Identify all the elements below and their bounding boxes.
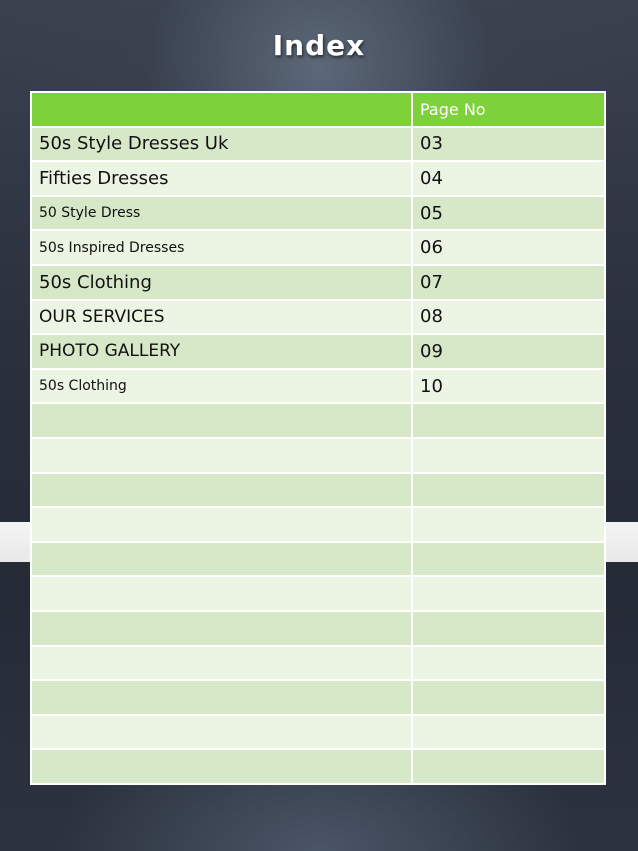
empty-table-row	[31, 473, 605, 508]
page-number-cell: 05	[412, 196, 605, 231]
empty-cell	[31, 403, 412, 438]
empty-cell	[31, 507, 412, 542]
empty-table-row	[31, 438, 605, 473]
page-number-cell: 04	[412, 161, 605, 196]
empty-cell	[412, 438, 605, 473]
empty-cell	[412, 611, 605, 646]
empty-table-row	[31, 749, 605, 784]
empty-cell	[412, 403, 605, 438]
topic-cell: Fifties Dresses	[31, 161, 412, 196]
empty-cell	[31, 646, 412, 681]
page-number-cell: 03	[412, 127, 605, 162]
empty-cell	[412, 646, 605, 681]
empty-table-row	[31, 403, 605, 438]
empty-cell	[31, 749, 412, 784]
empty-table-row	[31, 715, 605, 750]
page-number-cell: 10	[412, 369, 605, 404]
empty-cell	[31, 611, 412, 646]
empty-table-row	[31, 611, 605, 646]
empty-cell	[412, 680, 605, 715]
table-row	[31, 369, 605, 404]
empty-cell	[31, 438, 412, 473]
topic-cell: 50s Clothing	[31, 265, 412, 300]
topic-cell: OUR SERVICES	[31, 300, 412, 335]
page-number-cell: 07	[412, 265, 605, 300]
table-row	[31, 265, 605, 300]
empty-cell	[31, 473, 412, 508]
page-number-cell: 08	[412, 300, 605, 335]
page-title: Index	[272, 29, 366, 62]
header-page-cell: Page No	[412, 92, 605, 127]
empty-cell	[31, 715, 412, 750]
header-topic-cell	[31, 92, 412, 127]
index-table	[30, 91, 606, 785]
table-header-row	[31, 92, 605, 127]
empty-cell	[412, 542, 605, 577]
topic-cell: PHOTO GALLERY	[31, 334, 412, 369]
topic-cell: 50s Clothing	[31, 369, 412, 404]
empty-table-row	[31, 507, 605, 542]
empty-table-row	[31, 576, 605, 611]
table-row	[31, 334, 605, 369]
table-row	[31, 196, 605, 231]
topic-cell: 50s Style Dresses Uk	[31, 127, 412, 162]
empty-table-row	[31, 542, 605, 577]
empty-table-row	[31, 680, 605, 715]
topic-cell: 50 Style Dress	[31, 196, 412, 231]
topic-cell: 50s Inspired Dresses	[31, 230, 412, 265]
table-row	[31, 161, 605, 196]
page-number-cell: 06	[412, 230, 605, 265]
table-row	[31, 127, 605, 162]
table-row	[31, 230, 605, 265]
page-number-cell: 09	[412, 334, 605, 369]
empty-cell	[412, 507, 605, 542]
empty-cell	[412, 715, 605, 750]
empty-cell	[412, 576, 605, 611]
empty-cell	[31, 542, 412, 577]
empty-cell	[31, 576, 412, 611]
table-row	[31, 300, 605, 335]
empty-cell	[31, 680, 412, 715]
empty-table-row	[31, 646, 605, 681]
empty-cell	[412, 473, 605, 508]
empty-cell	[412, 749, 605, 784]
